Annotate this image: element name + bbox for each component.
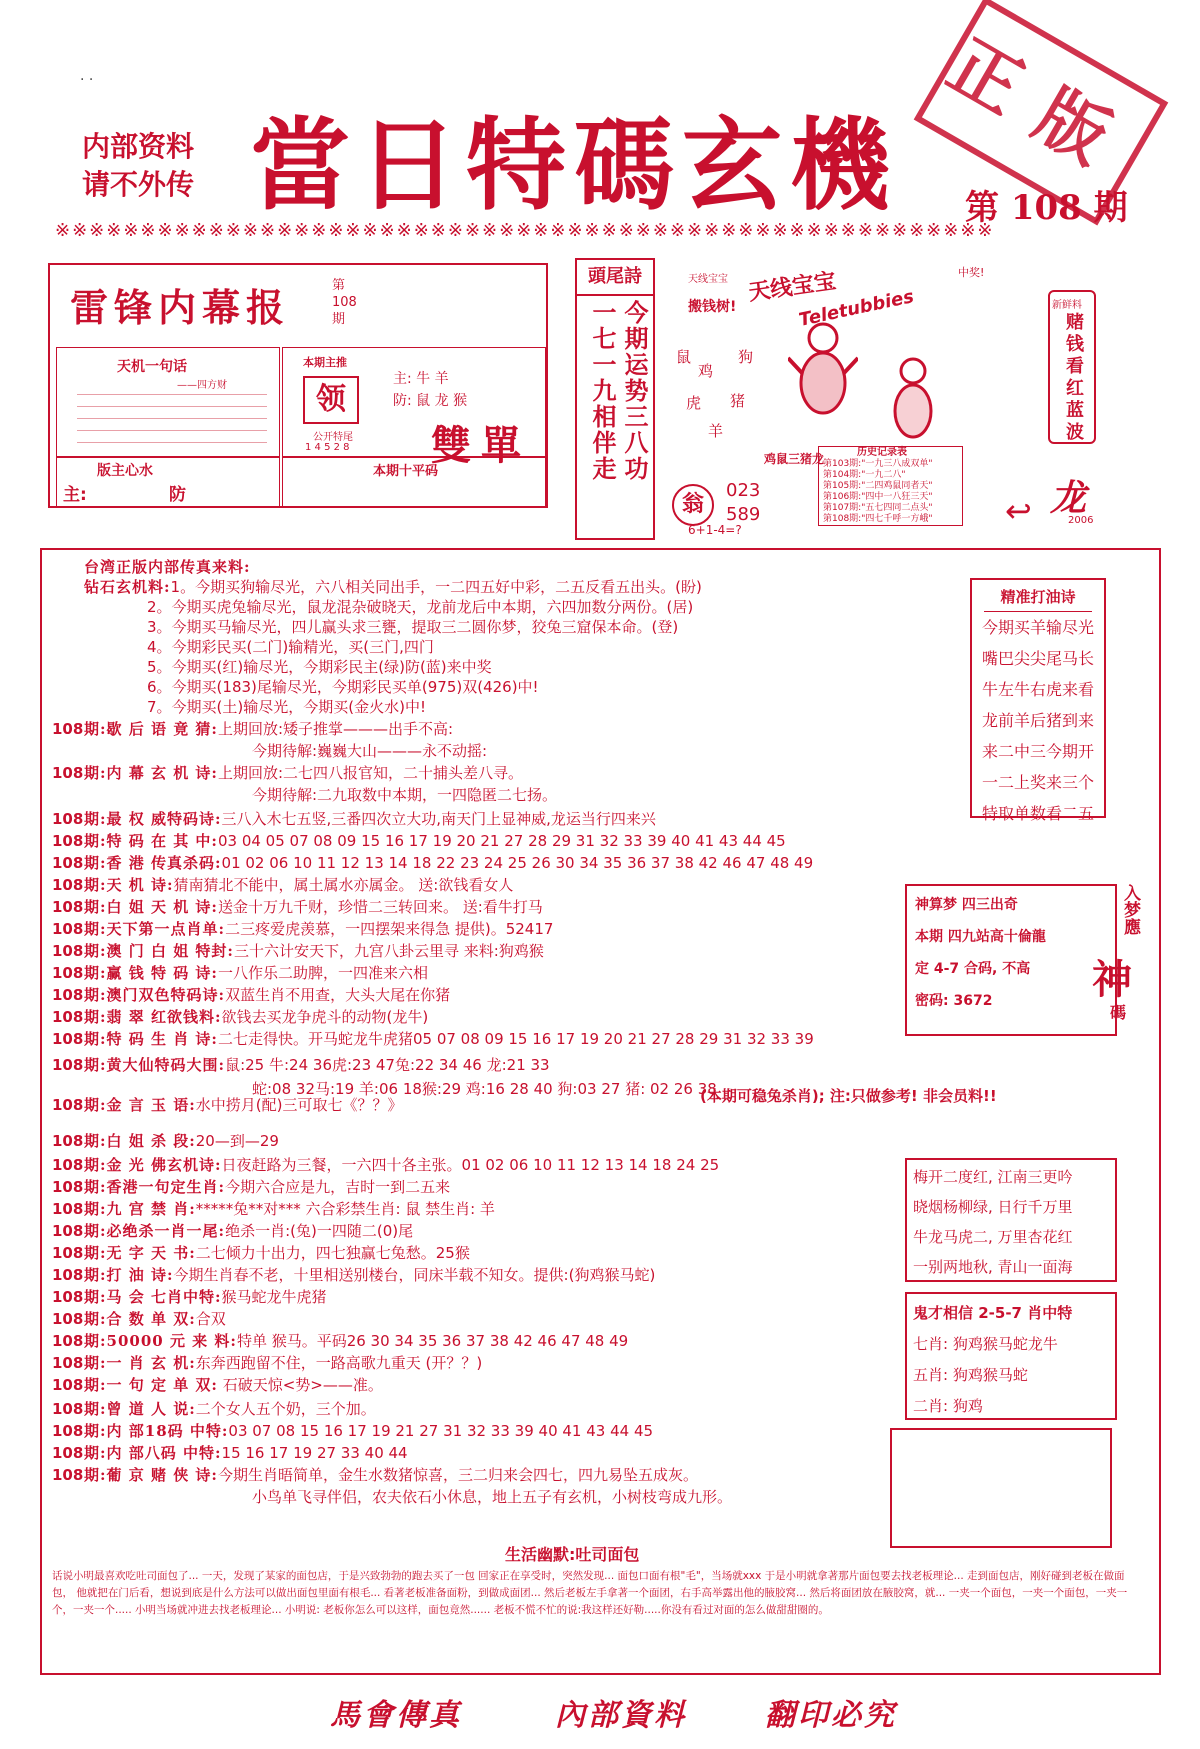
issue-prefix: 108 [52,1096,84,1114]
forecast-line [52,1220,413,1241]
animal-label: 鸡 [698,362,714,380]
forecast-line [52,1442,408,1463]
forecast-line [52,962,428,983]
footer-copyright: 翻印必究 [765,1698,897,1733]
line-content: *****兔**对*** 六合彩禁生肖: 鼠 禁生肖: 羊 [195,1200,495,1218]
line-content: 送金十万九千财，珍惜二三转回来。 送:看牛打马 [217,898,543,916]
line-content: 日夜赶路为三餐，一六四十各主张。01 02 06 10 11 12 13 14 18 24 25 [221,1156,720,1174]
tv-text: 赌钱看红蓝波 [1063,312,1084,444]
line-content: 特单 猴马。平码26 30 34 35 36 37 38 42 46 47 48 49 [236,1332,629,1350]
line-label: 期:金 言 玉 语: [84,1096,196,1114]
line-label: 期:九 宫 禁 肖: [84,1200,196,1218]
line-label: 期:特 码 在 其 中: [84,832,218,850]
line-content: 今期待解:二九取数中本期，一四隐匿二七扬。 [252,786,558,804]
line-label: 期:香 港 传真杀码: [84,854,222,872]
leifeng-issue: 第108期 [332,278,357,327]
corner-dots: . . [80,68,94,84]
win-tag: 中奖! [958,266,985,279]
forecast-line [52,616,679,636]
line-content: 5。今期买(红)输尽光，今期彩民主(绿)防(蓝)来中奖 [147,658,492,676]
weng-number-2: 589 [726,504,761,525]
plum-poem-box [905,1158,1117,1282]
forecast-line [52,676,539,696]
issue-prefix: 108 [52,1200,84,1218]
animal-label: 鼠 [676,348,692,366]
issue-number: 第 108 期 [965,188,1128,228]
teletubby-figure-icon [788,318,858,428]
forecast-line [52,984,450,1005]
forecast-line [52,1420,653,1441]
line-label: 期:内 幕 玄 机 诗: [84,764,218,782]
plum-poem-line: 一别两地秋, 青山一面海 [913,1258,1073,1276]
line-content: 3。今期买马输尽光，四儿赢头求三甕，提取三二圆你梦，狡兔三窟保本命。(登) [147,618,679,636]
forecast-line [52,1486,733,1506]
main-pick-label: 本期主推 [303,356,347,369]
public-tail-label: 公开特尾 [313,432,353,443]
history-table [818,446,963,526]
banzhu-title: 版主心水 [97,463,153,479]
issue-prefix: 108 [52,1132,84,1150]
line-label: 期:一 句 定 单 双: [84,1376,218,1394]
forecast-line [52,808,656,829]
line-content: 二个女人五个奶，三个加。 [195,1400,376,1418]
line-content: 绝杀一肖:(兔)一四随二(0)尾 [225,1222,414,1240]
line-content: 15 16 17 19 27 33 40 44 [221,1444,408,1462]
tianji-box [56,347,280,457]
tianji-subtitle: ——四方财 [177,380,227,391]
dragon-character: 龙 [1050,477,1087,519]
line-content: 小鸟单飞寻伴侣，农夫依石小休息，地上五子有玄机，小树枝弯成九形。 [252,1488,733,1506]
teletubbies-logo: Teletubbies [797,286,916,331]
forecast-line [52,1398,376,1419]
line-label: 期:马 会 七肖中特: [84,1288,222,1306]
line-content: 今期生肖晤简单，金生水数猪惊喜，三二归来会四七，四九易坠五成灰。 [217,1466,698,1484]
forecast-line [52,762,523,783]
divine-calc-box [905,884,1117,1036]
forecast-line [52,830,786,851]
line-content: 今期生肖春不老，十里相送别楼台，同床半载不知女。提供:(狗鸡猴马蛇) [173,1266,656,1284]
line-label: 期:澳门双色特码诗: [84,986,226,1004]
humor-text: 话说小明最喜欢吃吐司面包了... 一天，发现了某家的面包店，于是兴致勃勃的跑去买了一包 回家正在享受时，突然发现... 面包口面有根"毛"，当场就xxx 于是小明就拿著那片面包要去找老板理论... 走到面包店，刚好碰到老板在做面包， 他就把在门后看，想说到底是什么方法可以做出面包里面有根毛... 看著老板准备面粉，到做成面团... 然后老板左手拿著一个面团，右手高举露出他的腋胶窝... 然后将面团放在腋胶窝，就... 一夹一个面包，一夹一个面包，一夹一个，一夹一个..... 小明当场就冲进去找老板理论... 小明说: 老板你怎么可以这样，面包竟然...... 老板不慌不忙的说:我这样还好勒.....你没有看过对面的怎么做甜甜圈的。 [52,1570,1128,1616]
genius-line: 七肖: 狗鸡猴马蛇龙牛 [913,1335,1058,1353]
internal-note [82,128,194,204]
forecast-line [52,1374,383,1395]
weng-badge: 翁 [672,484,714,526]
issue-prefix: 108 [52,1444,84,1462]
curved-arrow-icon: ↩ [1005,492,1032,530]
issue-prefix: 108 [52,1056,84,1074]
decorative-star-row: ※※※※※※※※※※※※※※※※※※※※※※※※※※※※※※※※※※※※※※※※※※※※※※※※※※※※※※※ [55,220,995,241]
genius-line: 二肖: 狗鸡 [913,1397,983,1415]
line-label: 期:打 油 诗: [84,1266,174,1284]
poem-line: 嘴巴尖尖尾马长 [981,649,1094,668]
line-content: 猴马蛇龙牛虎猪 [221,1288,327,1306]
weng-equation: 6+1-4=? [688,523,742,537]
issue-prefix: 108 [52,1376,84,1394]
line-content: 双蓝生肖不用查，大头大尾在你猪 [225,986,451,1004]
divine-line: 密码: 3672 [915,993,993,1009]
teletubbies-panel [668,258,1008,537]
line-content: 水中捞月(配)三可取七《？？》 [195,1096,403,1114]
history-title: 历史记录表 [857,447,907,458]
forecast-line [52,1330,628,1351]
internal-note-line-2: 请不外传 [82,168,195,201]
issue-prefix: 108 [52,764,84,782]
poem-column-1: 今期运势三八功 [620,300,648,482]
line-content: 20—到—29 [195,1132,279,1150]
issue-prefix: 108 [52,1156,84,1174]
line-content: 4。今期彩民买(二门)输精光，买(三门,四门 [147,638,434,656]
poem-column-2: 一七一九相伴走 [588,300,616,482]
forecast-line [52,718,453,739]
shen-character: 神 [1092,956,1132,1003]
line-label: 期:无 字 天 书: [84,1244,196,1262]
line-content: 上期回放:矮子推掌———出手不高: [217,720,454,738]
teletubbies-pretitle: 天线宝宝 [688,274,728,285]
issue-prefix: 108 [52,986,84,1004]
main-pick-guard: 防: 鼠 龙 猴 [393,393,468,409]
line-content: 01 02 06 10 11 12 13 14 18 22 23 24 25 26 30 34 35 36 37 38 42 46 47 48 49 [221,854,814,872]
history-row: 第103期:"一九三八成双单" [823,459,933,469]
genius-line: 五肖: 狗鸡猴马蛇 [913,1366,1028,1384]
forecast-line [52,1198,495,1219]
line-content: 欲钱去买龙争虎斗的动物(龙牛) [221,1008,429,1026]
tianji-title: 天机一句话 [117,359,187,375]
forecast-line [52,1130,279,1151]
forecast-line [52,656,492,676]
side-note: (本期可稳兔杀肖); 注:只做参考! 非会员料!! [700,1087,997,1105]
line-label: 期:50000 元 来 料: [84,1332,237,1350]
issue-prefix: 108 [52,898,84,916]
double-single-text: 雙單 [431,422,531,469]
poem-line: 牛左牛右虎来看 [981,680,1094,699]
authentic-stamp: 正版 [914,0,1169,225]
line-label: 期:必绝杀一肖一尾: [84,1222,226,1240]
line-content: 2。今期买虎兔输尽光，鼠龙混杂破晓天，龙前龙后中本期，六四加数分两份。(居) [147,598,694,616]
line-content: 石破天惊<势>——准。 [217,1376,383,1394]
history-row: 第104期:"一九二八" [823,470,906,480]
issue-prefix: 108 [52,1244,84,1262]
public-tail-numbers: 1 4 5 2 8 [305,442,350,453]
ten-code-title: 本期十平码 [373,464,439,479]
forecast-line [52,874,513,895]
forecast-line [52,1094,402,1115]
line-label: 期:翡 翠 红欲钱料: [84,1008,222,1026]
line-content: 一八作乐二助脾，一四准来六相 [217,964,428,982]
line-label: 期:内 部八码 中特: [84,1444,222,1462]
weng-number-1: 023 [726,480,761,501]
issue-prefix: 108 [52,920,84,938]
tv-label: 新鲜料 [1052,300,1082,311]
issue-prefix: 108 [52,1400,84,1418]
ten-code-box [282,457,546,507]
line-label: 期:白 姐 杀 段: [84,1132,196,1150]
genius-title: 鬼才相信 2-5-7 肖中特 [913,1304,1073,1322]
banzhu-main-label: 主: [63,485,87,505]
main-pick-primary: 主: 牛 羊 [393,371,449,387]
forecast-line [52,1464,698,1485]
poem-line: 今期买羊输尽光 [981,618,1094,637]
issue-prefix: 108 [52,1222,84,1240]
banzhu-box [56,457,280,507]
line-content: 今期六合应是九，吉时一到二五来 [225,1178,451,1196]
dream-label: 入梦應 [1120,884,1140,935]
plum-poem-line: 牛龙马虎二, 万里杏花红 [913,1228,1073,1246]
issue-prefix: 108 [52,832,84,850]
footer-internal: 內部資料 [555,1698,687,1733]
issue-prefix: 108 [52,1288,84,1306]
forecast-line [52,1176,450,1197]
divine-line: 定 4-7 合码, 不高 [915,961,1031,977]
forecast-line [52,1286,327,1307]
issue-prefix: 108 [52,1422,84,1440]
line-content: 03 07 08 15 16 17 19 21 27 31 32 33 39 40 41 43 44 45 [228,1422,654,1440]
poem-title: 頭尾詩 [577,260,653,296]
forecast-line [52,556,251,577]
line-label: 期:金 光 佛玄机诗: [84,1156,222,1174]
ma-character: 碼 [1110,1003,1127,1022]
teletubbies-title: 天线宝宝 [746,268,838,306]
leifeng-panel [48,263,548,508]
issue-prefix: 108 [52,876,84,894]
faint-line [77,442,267,443]
line-content: 二三疼爱虎羡慕，一四摆架来得急 提供)。52417 [225,920,554,938]
line-content: 03 04 05 07 08 09 15 16 17 19 20 21 27 28 29 31 32 33 39 40 41 43 44 45 [217,832,786,850]
line-label: 期:特 码 生 肖 诗: [84,1030,218,1048]
issue-prefix: 108 [52,942,84,960]
forecast-line [52,1154,719,1175]
plum-poem-line: 晓烟杨柳绿, 日行千万里 [913,1198,1073,1216]
animal-label: 虎 [686,394,702,412]
ling-badge: 领 [303,376,359,424]
forecast-line [52,784,558,804]
line-label: 期:合 数 单 双: [84,1310,196,1328]
faint-line [77,406,267,407]
issue-prefix: 108 [52,854,84,872]
forecast-line [52,1352,482,1373]
genius-box [905,1292,1117,1420]
poem-line: 来二中三今期开 [981,742,1094,761]
teletubby-figure-icon [883,353,943,448]
humor-title: 生活幽默:吐司面包 [505,1545,640,1564]
history-row: 第106期:"四中一八狂三天" [823,492,933,502]
poem-box-title: 精准打油诗 [984,580,1092,612]
line-content: 蛇:08 32马:19 羊:06 18猴:29 鸡:16 28 40 狗:03 27 猪: 02 26 38 [252,1080,717,1098]
line-label: 期:白 姐 天 机 诗: [84,898,218,916]
line-content: 今期待解:巍巍大山———永不动摇: [252,742,488,760]
forecast-line [52,918,553,939]
poem-box-right [970,578,1106,823]
footer-fax: 馬會傳真 [330,1698,462,1733]
page-title: 當日特碼玄機 [250,106,898,224]
line-label: 期:葡 京 赌 侠 诗: [84,1466,218,1484]
faint-line [77,394,267,395]
acrostic-poem-box [575,258,655,540]
forecast-line [52,740,488,760]
faint-line [77,418,267,419]
line-content: 三十六计安天下，九宫八卦云里寻 来料:狗鸡猴 [233,942,544,960]
line-label: 期:最 权 威特码诗: [84,810,222,828]
line-label: 期:一 肖 玄 机: [84,1354,196,1372]
animal-label: 狗 [738,348,754,366]
forecast-line [52,1242,470,1263]
forecast-line [52,940,544,961]
banzhu-guard-label: 防 [169,485,186,505]
line-content: 东奔西跑留不住，一路高歌九重天 (开？？) [195,1354,483,1372]
line-content: 二七走得快。开马蛇龙牛虎猪05 07 08 09 15 16 17 19 20 21 27 28 29 31 32 33 39 [217,1030,814,1048]
poem-line: 一二上奖来三个 [981,773,1094,792]
footer [0,1690,1200,1740]
animal-label: 羊 [708,422,724,440]
line-content: 1。今期买狗输尽光，六八相关同出手，一二四五好中彩，二五反看五出头。(盼) [170,578,702,596]
line-label: 期:赢 钱 特 码 诗: [84,964,218,982]
forecast-line [52,596,694,616]
issue-prefix: 108 [52,1332,84,1350]
line-content: 合双 [195,1310,226,1328]
line-content: 6。今期买(183)尾输尽光，今期彩民买单(975)双(426)中! [147,678,539,696]
leifeng-title: 雷锋内幕报 [70,285,291,330]
blank-box [890,1428,1112,1548]
issue-prefix: 108 [52,964,84,982]
history-row: 第108期:"四七千呼一方峨" [823,514,933,524]
history-row: 第105期:"二四鸡鼠同者天" [823,481,933,491]
line-label: 期:歇 后 语 竟 猜: [84,720,218,738]
forecast-line [52,1006,428,1027]
line-label: 台湾正版内部传真来料: [84,558,251,576]
line-label: 期:黄大仙特码大围: [84,1056,226,1074]
forecast-line [52,636,434,656]
line-label: 期:天下第一点肖单: [84,920,226,938]
line-content: 鼠:25 牛:24 36虎:23 47兔:22 34 46 龙:21 33 [225,1056,550,1074]
line-content: 7。今期买(土)输尽光，今期买(金火水)中! [147,698,426,716]
hint-label: 鸡鼠三猪龙 [764,452,825,466]
line-content: 二七倾力十出力，四七独赢七兔愁。25猴 [195,1244,470,1262]
forecast-line [52,896,543,917]
animal-label: 猪 [730,392,746,410]
line-label: 期:曾 道 人 说: [84,1400,196,1418]
line-label: 期:内 部18码 中特: [84,1422,229,1440]
issue-prefix: 108 [52,1030,84,1048]
forecast-line [52,1308,226,1329]
money-tree-label: 搬钱树! [688,299,737,315]
forecast-line [52,1028,814,1049]
plum-poem-line: 梅开二度红, 江南三更吟 [913,1168,1073,1186]
issue-prefix: 108 [52,1178,84,1196]
line-content: 猜南猜北不能中，属土属水亦属金。 送:欲钱看女人 [173,876,514,894]
forecast-line [52,696,426,716]
line-label: 钻石玄机料: [84,578,171,596]
issue-prefix: 108 [52,720,84,738]
issue-prefix: 108 [52,1008,84,1026]
internal-note-line-1: 内部资料 [82,130,195,163]
line-label: 期:天 机 诗: [84,876,174,894]
main-pick-box [282,347,546,469]
forecast-line [52,1054,550,1075]
issue-prefix: 108 [52,1466,84,1484]
forecast-line [52,1264,655,1285]
poem-line: 龙前羊后猪到来 [981,711,1094,730]
line-content: 三八入木七五竖,三番四次立大功,南天门上显神威,龙运当行四来兴 [221,810,656,828]
issue-prefix: 108 [52,1310,84,1328]
divine-line: 本期 四九站高十倫龍 [915,929,1046,945]
poem-line: 特取单数看二五 [981,804,1094,823]
issue-prefix: 108 [52,810,84,828]
line-content: 上期回放:二七四八报官知，二十捕头差八寻。 [217,764,524,782]
forecast-line [52,576,702,597]
dragon-year: 2006 [1068,515,1094,526]
forecast-line [52,852,813,873]
faint-line [77,430,267,431]
issue-prefix: 108 [52,1354,84,1372]
line-label: 期:澳 门 白 姐 特封: [84,942,234,960]
issue-prefix: 108 [52,1266,84,1284]
divine-line: 神算梦 四三出奇 [915,897,1018,913]
line-label: 期:香港一句定生肖: [84,1178,226,1196]
history-row: 第107期:"五七四同二点头" [823,503,933,513]
